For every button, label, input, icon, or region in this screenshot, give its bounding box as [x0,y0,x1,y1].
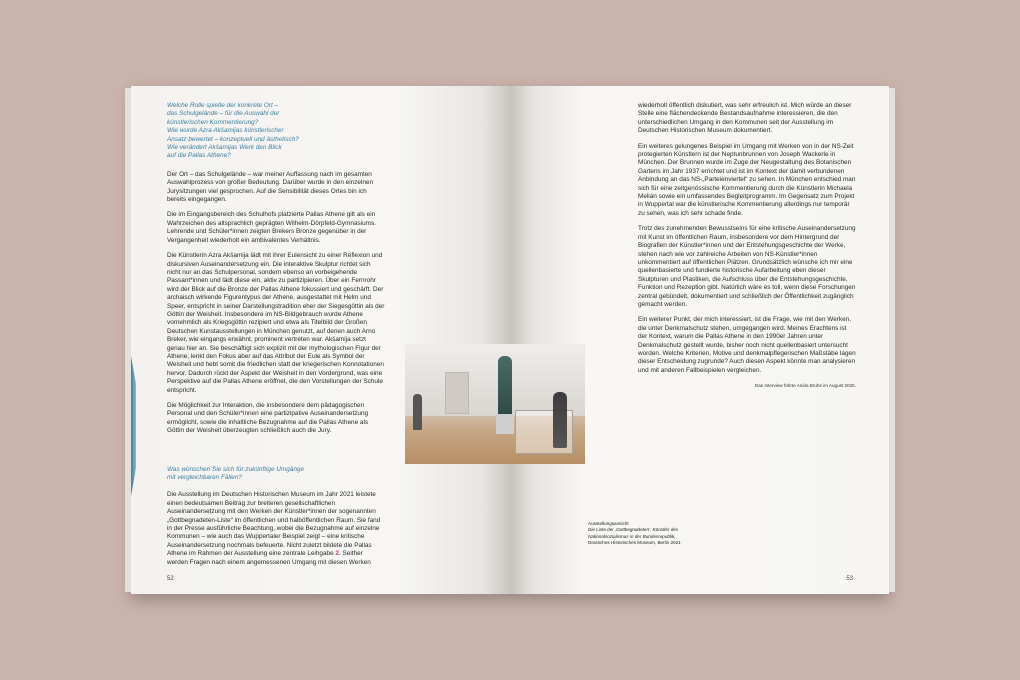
photo-doorway [445,372,469,414]
paragraph: Ein weiteres gelungenes Beispiel im Umgang mit Werken von in der NS-Zeit protegierten Künstlern ist der Neptunbrunnen von Joseph Wackerle in München. Der Brunnen wurde im Zuge der Neugestaltung des Botanischen Gartens im Jahr 1937 errichtet und ist im Kontext der damit verbundenen Anbindung an das NS-„Parteienviertel“ zu sehen. In München entschied man sich für eine zeitgenössische Kommentierung durch die Künstlerin Michaela Melián sowie ein umfassendes Begleitprogramm. Im Gegensatz zum Projekt in Wuppertal war die künstlerische Kommentierung allerdings nur temporär zu sehen, was ich sehr schade finde. [638,142,856,217]
photo-statue [498,356,512,416]
page-number-left: 52 [167,576,174,582]
paragraph: wiederholt öffentlich diskutiert, was sehr erfreulich ist. Mich würde an dieser Stelle eine flächendeckende Bestandsaufnahme interessieren, die den unterschiedlichen Umgang in den Kommunen seit der Ausstellung im Deutschen Historischen Museum dokumentiert. [638,102,852,135]
left-page [131,86,510,594]
paragraph: Die Möglichkeit zur Interaktion, die insbesondere dem pädagogischen Personal und den Schüler*innen eine partizipative Auseinandersetzung ermöglicht, sowie die inhaltliche Bezugnahme auf die Pallas Athene als Göttin der Weisheit überzeugten schließlich auch die Jury. [167,402,369,435]
right-page [510,86,889,594]
page-number-right: 53 [846,576,853,582]
paragraph: Ein weiterer Punkt, der mich interessiert, ist die Frage, wie mit den Werken, die unter Denkmalschutz stehen, umgegangen wird. Meines Erachtens ist der Kontext, warum die Pallas Athene in den 1990er Jahren unter Denkmalschutz gestellt wurde, bisher noch nicht quellenbasiert untersucht worden. Welche Kriterien, Motive und denkmalpflegerischen Maßstäbe lagen dieser Entscheidung zugrunde? Auch diesen Aspekt könnte man analysieren und mit anderen Fallbeispielen vergleichen. [638,316,856,374]
interview-credit: Das Interview führte Anida Bruhs im August 2025. [754,383,856,389]
paragraph: Die Künstlerin Azra Akšamija lädt mit ihrer Eulensicht zu einer Reflexion und diskursiven Auseinandersetzung ein. Die interaktive Skulptur richtet sich nicht nur an das Schulpersonal, sondern ebenso an vorbeigehende Passant*innen und lädt diese ein, aktiv zu partizipieren. Über ein Fernrohr wird der Blick auf die Bronze der Pallas Athene fokussiert und geschärft. Der archaisch wirkende Figurentypus der Athene, ausgestattet mit Helm und Speer, entspricht in seiner Darstellungstradition eher der Siegesgöttin als der Göttin der Weisheit. Insbesondere im NS-Bildgebrauch wurde Athene vornehmlich als Kriegsgöttin rezipiert und etwa als Titelbild der Großen Deutschen Kunstausstellungen in München genutzt, auf denen auch Arno Breker, wie eingangs erwähnt, prominent vertreten war. Akšamija setzt genau hier an. Sie beschäftigt sich explizit mit der mythologischen Figur der Athene, lenkt den Fokus aber auf das Attribut der Eule als Symbol der Weisheit und hebt somit die friedlichen statt der kriegerischen Konnotationen hervor. Dadurch rückt der Aspekt der Weisheit in den Vordergrund, was eine Perspektive auf die Pallas Athene eröffnet, die den Vorstellungen der Schule entspricht. [167,252,385,394]
cover-tab-decoration [131,356,136,496]
photo-visitor-front [553,392,567,448]
left-text-column [167,102,385,574]
right-text-column [638,102,856,391]
paragraph: Die im Eingangsbereich des Schulhofs platzierte Pallas Athene gilt als ein Wahrzeichen des altsprachlich geprägten Wilhelm-Dörpfeld-Gymnasiums. Lehrende und Schüler*innen zeigten Brekers Bronze gegenüber in der Vergangenheit wiederholt ein ambivalentes Verhältnis. [167,211,376,244]
photo-caption: Ausstellungsansicht Die Liste der ‚Gottbegnadeten‘. Künstler des Nationalsozialismus in der Bundesrepublik, Deutsches Historisches Museum, Berlin 2021 [588,521,681,546]
paragraph: Der Ort – das Schulgelände – war meiner Auffassung nach im gesamten Auswahlprozess von großer Bedeutung. Darüber wurde in den einzelnen Jurysitzungen viel gesprochen. Auf die Sensibilität dieses Ortes bin ich bereits eingegangen. [167,170,374,204]
photo-plinth [496,414,514,434]
paragraph: Trotz des zunehmenden Bewusstseins für eine kritische Auseinandersetzung mit Kunst im öffentlichen Raum, insbesondere vor dem Hintergrund der Biografien der Künstler*innen und der Entstehungsgeschichte der Werke, stehen nach wie vor zahlreiche Arbeiten von NS-Künstler*innen unkommentiert auf öffentlichen Plätzen. Grundsätzlich wünsche ich mir eine quellenbasierte und fundierte historische Aufarbeitung eben dieser Skulpturen und Plastiken, die Aufschluss über die Entstehungsgeschichte, Funktion und Rezeption gibt. Natürlich wäre es toll, wenn diese Forschungen zentral gebündelt, dokumentiert und schließlich der Öffentlichkeit zugänglich gemacht werden. [638,225,856,308]
photo-visitor-back [413,394,422,430]
exhibition-photo [405,344,585,464]
paragraph: Die Ausstellung im Deutschen Historischen Museum im Jahr 2021 leistete einen bedeutsamen Beitrag zur breiteren gesellschaftlichen Auseinandersetzung mit den Werken der Künstler*innen der sogenannten „Gottbegnadeten-Liste“ im öffentlichen und halböffentlichen Raum. Sie fand in der Presse ausführliche Beachtung, wobei die Bezugnahme auf einzelne Kommunen – wie auch das Wuppertaler Beispiel zeigt – eine kritische Auseinandersetzung nochmals befeuerte. Nicht zuletzt bildete die Pallas Athene im Rahmen der Ausstellung eine zentrale Leihgabe 2. Seither werden Fragen nach einem angemessenen Umgang mit diesen Werken [167,491,381,566]
open-book [131,86,889,594]
question-heading-1: Welche Rolle spielte der konkrete Ort – das Schulgelände – für die Auswahl der künstlerischen Kommentierung? Wie wurde Azra Akšamijas künstlerischer Ansatz bewertet – konzeptuell und ästhetisch? Wie verändert Akšamijas Werk den Blick auf die Pallas Athene? [167,102,299,160]
question-heading-2: Was wünschen Sie sich für zukünftige Umgänge mit vergleichbaren Fällen? [167,465,304,482]
footnote-reference[interactable]: 2. [335,550,341,558]
